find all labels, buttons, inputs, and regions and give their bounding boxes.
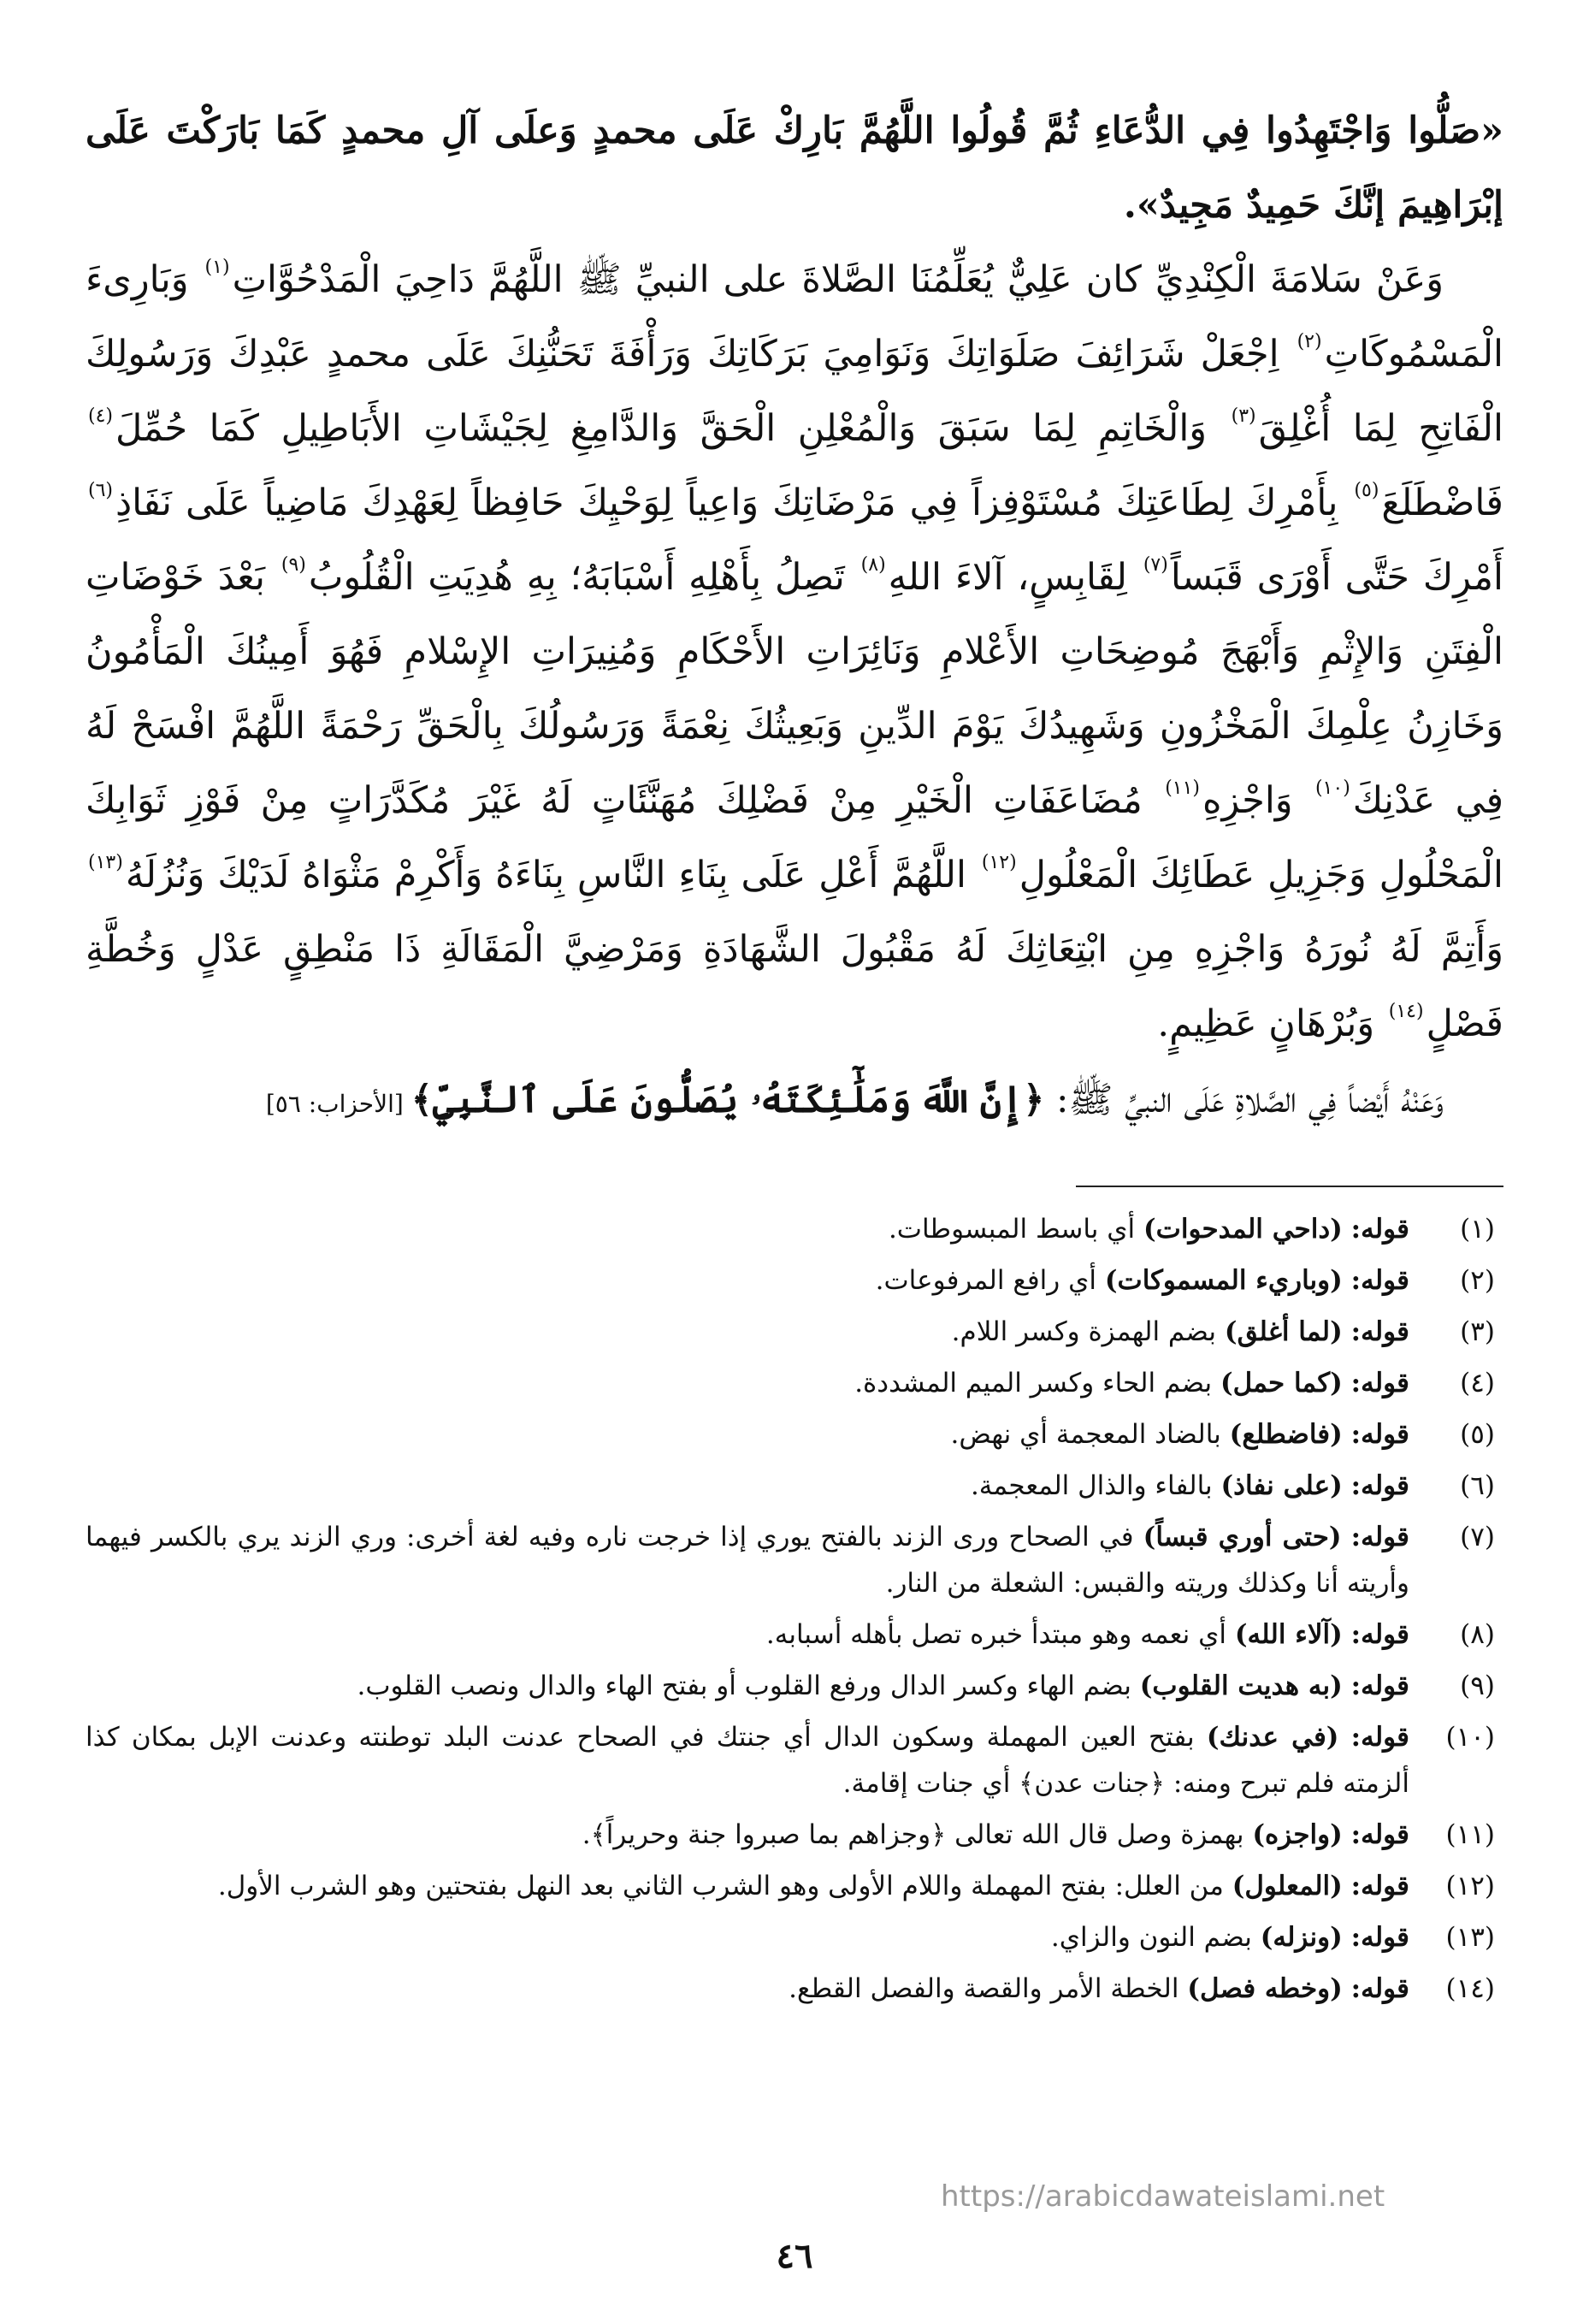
footnote-body [86,1360,1409,1406]
footnote-item [86,1966,1503,2012]
main-text [86,94,1503,1141]
footnote-body [86,1714,1409,1807]
footnote-number: (٥) [1460,1419,1495,1450]
prayer-segment: وَالْخَاتِمِ لِمَا سَبَقَ وَالْمُعْلِنِ الْحَقَّ وَالدَّامِغِ لِجَيْشَاتِ الأَبَاطِيلِ كَمَا حُمِّلَ [115,407,1229,450]
prayer-segment: تَصِلُ بِأَهْلِهِ أَسْبَابَهُ؛ بِهِ هُدِيَتِ الْقُلُوبُ [308,556,859,599]
footnote-number: (٤) [1460,1368,1495,1399]
footnote-item [86,1914,1503,1960]
footnote-body [86,1514,1409,1606]
footnote-text: بضم الحاء وكسر الميم المشددة. [854,1368,1220,1399]
footnote-item [86,1360,1503,1406]
footnote-label: قوله: [1350,1871,1409,1901]
footnote-item [86,1714,1503,1807]
footnote-label: قوله: [1350,1819,1409,1850]
footnote-marker: (١٠) [1314,778,1350,799]
footnote-marker: (١١) [1165,778,1201,799]
footnote-term: (لما أغلق) [1224,1316,1343,1347]
footnote-term: (به هديت القلوب) [1139,1671,1343,1701]
footnote-body [86,1663,1409,1709]
footnote-marker: (٣) [1231,405,1256,427]
footnote-body [86,1309,1409,1355]
footnote-marker: (٤) [88,405,114,427]
footnote-label: قوله: [1350,1922,1409,1953]
footnote-item [86,1309,1503,1355]
prayer-segment: وَعَنْ سَلامَةَ الْكِنْدِيِّ كان عَلِيٌّ يُعَلِّمُنَا الصَّلاةَ على النبيِّ ﷺ اللَّهُمَّ دَاحِيَ الْمَدْحُوَّاتِ [232,258,1444,301]
footnote-marker: (٨) [860,554,886,576]
footnote-number: (١٣) [1445,1922,1495,1953]
footnote-term: (على نفاذ) [1220,1470,1343,1501]
footnote-marker: (١٢) [981,852,1017,873]
footnote-marker: (٧) [1143,554,1168,576]
footnotes-list [86,1206,1503,2012]
prayer-segment: وَأَتِمَّ لَهُ نُورَهُ وَاجْزِهِ مِنِ ابْتِعَاثِكَ لَهُ مَقْبُولَ الشَّهَادَةِ وَمَرْضِيَّ الْمَقَالَةِ ذَا مَنْطِقٍ عَدْلٍ وَخُطَّةِ فَصْلٍ [86,928,1503,1045]
footnote-term: (واجزه) [1252,1819,1343,1850]
footnote-text: أي باسط المبسوطات. [888,1214,1144,1245]
prayer-segment: وَبُرْهَانٍ عَظِيمٍ. [1157,1002,1386,1045]
footnote-number: (١١) [1445,1819,1495,1850]
footnote-term: (حتى أوري قبساً) [1143,1522,1342,1552]
footnote-term: (المعلول) [1232,1871,1343,1901]
footnote-number: (٨) [1460,1619,1495,1650]
watermark-url: https://arabicdawateislami.net [941,2179,1385,2214]
footnote-marker: (٥) [1354,480,1379,501]
page-number: ٤٦ [776,2236,813,2276]
prayer-paragraph [86,243,1503,1061]
surah-reference: [الأحزاب: ٥٦] [265,1090,411,1118]
footnote-text: بضم الهاء وكسر الدال ورفع القلوب أو بفتح الهاء والدال ونصب القلوب. [357,1671,1140,1701]
footnote-item [86,1514,1503,1606]
footnote-term: (في عدنك) [1206,1722,1339,1753]
prayer-segment: بِأَمْرِكَ لِطَاعَتِكَ مُسْتَوْفِزاً فِي مَرْضَاتِكَ وَاعِياً لِوَحْيِكَ حَافِظاً لِعَهْدِكَ مَاضِياً عَلَى نَفَاذِ [115,482,1352,524]
footnote-text: بهمزة وصل قال الله تعالى ﴿وجزاهم بما صبروا جنة وحريراً﴾. [582,1819,1253,1850]
footnote-body [86,1966,1409,2012]
prayer-segment: أَمْرِكَ حَتَّى أَوْرَى قَبَساً [1170,556,1503,599]
footnote-term: (داحي المدحوات) [1143,1214,1343,1245]
footnote-text: بالفاء والذال المعجمة. [970,1470,1221,1501]
footnote-term: (ونزله) [1260,1922,1343,1953]
footnote-label: قوله: [1350,1522,1409,1552]
footnote-item [86,1863,1503,1909]
prayer-segment: فَاضْطَلَعَ [1381,482,1503,524]
footnote-label: قوله: [1350,1368,1409,1399]
prayer-segment: لِقَابِسٍ، آلاءَ اللهِ [888,556,1141,599]
footnote-label: قوله: [1350,1265,1409,1296]
footnote-item [86,1411,1503,1458]
footnote-item [86,1611,1503,1658]
footnote-item [86,1206,1503,1252]
footnote-term: (وباريء المسموكات) [1104,1265,1343,1296]
quran-verse: ﴿إِنَّ اللَّهَ وَمَلَٰٓئِكَتَهُۥ يُصَلُّونَ عَلَى ٱلنَّبِيِّ﴾ [411,1079,1045,1121]
footnote-number: (١) [1460,1214,1495,1245]
footnote-text: بضم الهمزة وكسر اللام. [951,1316,1225,1347]
prayer-segment: اِجْعَلْ شَرَائِفَ صَلَوَاتِكَ وَنَوَامِيَ بَرَكَاتِكَ وَرَأْفَةَ تَحَنُّنِكَ عَلَى محمدٍ عَبْدِكَ وَرَسُولِكَ الْفَاتِحِ لِمَا أُغْلِقَ [86,333,1503,450]
footnote-text: الخطة الأمر والقصة والفصل القطع. [789,1973,1188,2004]
footnote-marker: (١٣) [88,852,123,873]
prayer-segment: وَبَارِىءَ الْمَسْمُوكَاتِ [86,258,1503,376]
footnote-marker: (١) [204,257,230,278]
footnote-text: من العلل: بفتح المهملة واللام الأولى وهو الشرب الثاني بعد النهل بفتحتين وهو الشرب الأول. [217,1871,1232,1901]
footnote-text: أي رافع المرفوعات. [875,1265,1105,1296]
footnote-term: (وخطه فصل) [1187,1973,1343,2004]
footnote-item [86,1463,1503,1509]
footnote-label: قوله: [1350,1671,1409,1701]
footnote-text: بالضاد المعجمة أي نهض. [950,1419,1230,1450]
footnote-number: (١٤) [1445,1973,1495,2004]
footnote-body [86,1206,1409,1252]
prayer-segment: وَاجْزِهِ [1202,779,1313,822]
footnote-label: قوله: [1350,1722,1409,1753]
quran-citation-paragraph [86,1063,1503,1141]
footnote-marker: (٢) [1297,331,1322,352]
footnote-body [86,1914,1409,1960]
footnote-term: (كما حمل) [1220,1368,1343,1399]
footnote-text: في الصحاح ورى الزند بالفتح يوري إذا خرجت ناره وفيه لغة أخرى: وري الزند يري بالكسر فيهما وأريته أنا وكذلك وريته والقبس: الشعلة من النار. [86,1522,1409,1599]
footnote-item [86,1663,1503,1709]
prayer-segment: اللَّهُمَّ أَعْلِ عَلَى بِنَاءِ النَّاسِ بِنَاءَهُ وَأَكْرِمْ مَثْوَاهُ لَدَيْكَ وَنُزُلَهُ [125,854,979,896]
footnote-marker: (١٤) [1388,1001,1424,1022]
footnote-number: (٣) [1460,1316,1495,1347]
prayer-segment: مُضَاعَفَاتِ الْخَيْرِ مِنْ فَضْلِكَ مُهَنَّئَاتٍ لَهُ غَيْرَ مُكَدَّرَاتٍ مِنْ فَوْزِ ثَوَابِكَ الْمَحْلُولِ وَجَزِيلِ عَطَائِكَ الْمَعْلُولِ [86,779,1503,896]
footnote-label: قوله: [1350,1214,1409,1245]
footnote-label: قوله: [1350,1973,1409,2004]
footnote-number: (٩) [1460,1671,1495,1701]
footnote-body [86,1863,1409,1909]
footnote-divider [1076,1186,1503,1187]
footnote-label: قوله: [1350,1419,1409,1450]
footnote-label: قوله: [1350,1619,1409,1650]
footnote-number: (١٢) [1445,1871,1495,1901]
footnote-number: (٧) [1460,1522,1495,1552]
footnote-item [86,1812,1503,1858]
footnote-marker: (٩) [281,554,306,576]
hadith-text: «صَلُّوا وَاجْتَهِدُوا فِي الدُّعَاءِ ثُمَّ قُولُوا اللَّهُمَّ بَارِكْ عَلَى محمدٍ وَعلَى آلِ محمدٍ كَمَا بَارَكْتَ عَلَى إبْرَاهِيمَ إنَّكَ حَمِيدٌ مَجِيدٌ». [86,109,1503,227]
footnote-body [86,1463,1409,1509]
footnote-number: (٢) [1460,1265,1495,1296]
footnote-text: أي نعمه وهو مبتدأ خبره تصل بأهله أسبابه. [765,1619,1235,1650]
footnote-label: قوله: [1350,1316,1409,1347]
footnote-marker: (٦) [88,480,114,501]
footnote-number: (٦) [1460,1470,1495,1501]
footnote-body [86,1812,1409,1858]
footnote-body [86,1611,1409,1658]
footnote-term: (فاضطلع) [1229,1419,1343,1450]
footnote-body [86,1411,1409,1458]
prayer-segment: بَعْدَ خَوْضَاتِ الْفِتَنِ وَالإِثْمِ وَأَبْهَجَ مُوضِحَاتِ الأَعْلامِ وَنَائِرَاتِ الأَحْكَامِ وَمُنِيرَاتِ الإِسْلامِ فَهُوَ أَمِينُكَ الْمَأْمُونُ وَخَازِنُ عِلْمِكَ الْمَخْزُونِ وَشَهِيدُكَ يَوْمَ الدِّينِ وَبَعِيثُكَ نِعْمَةً وَرَسُولُكَ بِالْحَقِّ رَحْمَةً اللَّهُمَّ افْسَحْ لَهُ فِي عَدْنِكَ [86,556,1504,822]
footnote-text: بضم النون والزاي. [1050,1922,1261,1953]
footnote-term: (آلاء الله) [1234,1619,1343,1650]
footnote-text: بفتح العين المهملة وسكون الدال أي جنتك في الصحاح عدنت البلد توطنته وعدنت الإبل بمكان كذا ألزمته فلم تبرح ومنه: ﴿جنات عدن﴾ أي جنات إقامة. [86,1722,1409,1799]
footnote-number: (١٠) [1445,1722,1495,1753]
citation-intro: وَعَنْهُ أَيْضاً فِي الصَّلاةِ عَلَى النبيِّ ﷺ: [1044,1079,1444,1121]
footnote-label: قوله: [1350,1470,1409,1501]
footnote-item [86,1257,1503,1304]
footnote-body [86,1257,1409,1304]
